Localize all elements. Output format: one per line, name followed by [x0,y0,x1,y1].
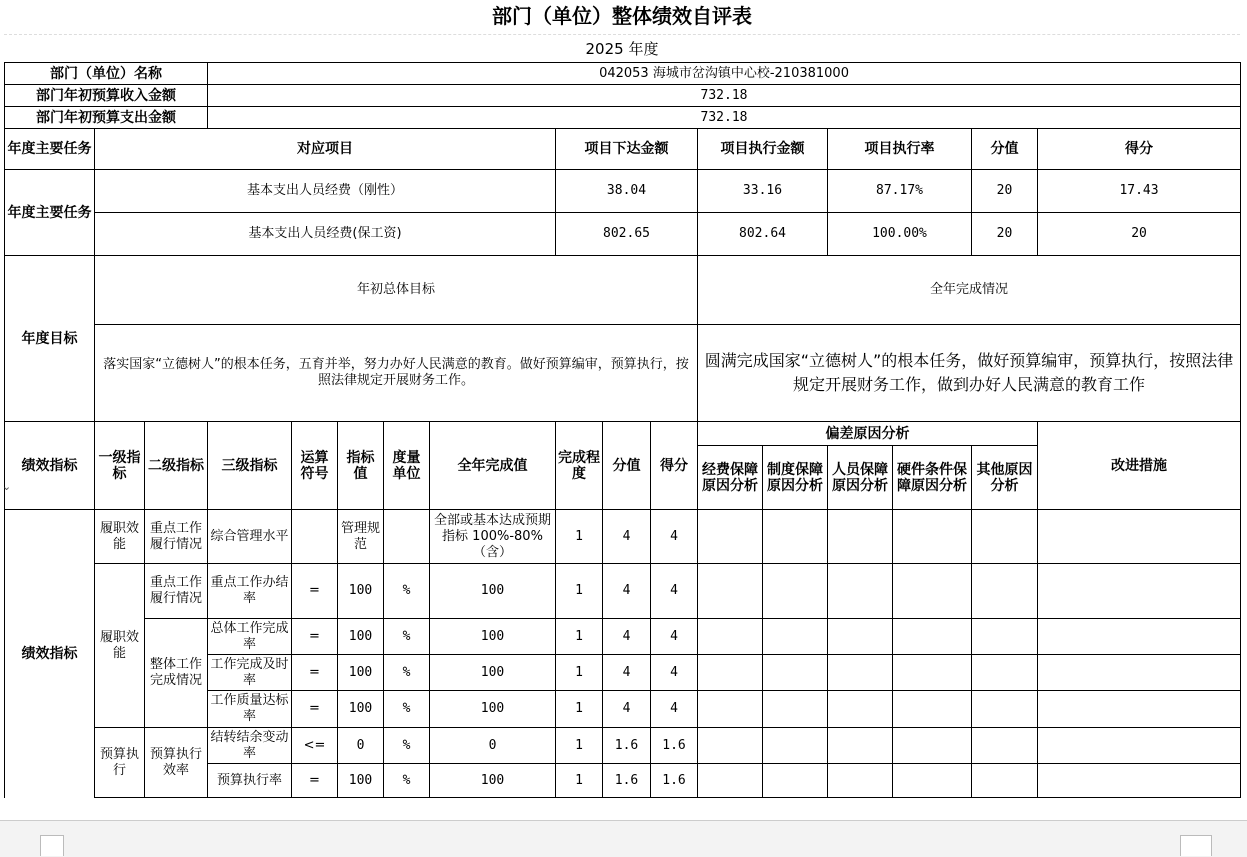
ind-dev-cell[interactable] [893,764,972,798]
ind-got[interactable]: 4 [651,510,698,564]
ind-dev-cell[interactable] [972,619,1038,655]
ind-degree[interactable]: 1 [556,564,603,619]
ind-operator[interactable]: = [292,764,338,798]
ind-actual[interactable]: 0 [430,728,556,764]
ind-operator[interactable] [292,510,338,564]
ind-improve-cell[interactable] [1038,764,1241,798]
header-dev-hardware: 硬件条件保障原因分析 [893,446,972,510]
ind-operator[interactable]: <= [292,728,338,764]
ind-score[interactable]: 1.6 [603,764,651,798]
indicator-header-label: 绩效指标 [5,422,95,510]
header-dev-funding: 经费保障原因分析 [698,446,763,510]
ind-dev-cell[interactable] [828,728,893,764]
ind-dev-cell[interactable] [893,691,972,728]
header-improve: 改进措施 [1038,422,1241,510]
ind-dev-cell[interactable] [972,510,1038,564]
dept-name-label: 部门（单位）名称 [5,63,208,85]
ind-dev-cell[interactable] [972,691,1038,728]
task-header-rate: 项目执行率 [828,129,972,170]
ind-unit[interactable]: % [384,619,430,655]
ind-dev-cell[interactable] [893,728,972,764]
ind-level3[interactable]: 工作质量达标率 [208,691,292,728]
header-dev-system: 制度保障原因分析 [763,446,828,510]
header-score: 分值 [603,422,651,510]
ind-improve-cell[interactable] [1038,619,1241,655]
task-header-label: 年度主要任务 [5,129,95,170]
ind-actual[interactable]: 100 [430,764,556,798]
ind-dev-cell[interactable] [893,619,972,655]
task-header-executed: 项目执行金额 [698,129,828,170]
task-row-project[interactable]: 基本支出人员经费(保工资) [95,213,556,256]
ind-level2[interactable]: 重点工作履行情况 [145,564,208,619]
ind-actual[interactable]: 100 [430,619,556,655]
page-tab-left[interactable] [40,835,64,856]
sheet-title: 部门（单位）整体绩效自评表 [492,4,752,28]
ind-dev-cell[interactable] [828,564,893,619]
income-label: 部门年初预算收入金额 [5,85,208,107]
header-unit: 度量单位 [384,422,430,510]
ind-dev-cell[interactable] [698,655,763,691]
ind-dev-cell[interactable] [828,655,893,691]
ind-dev-cell[interactable] [972,564,1038,619]
ind-operator[interactable]: = [292,619,338,655]
ind-dev-cell[interactable] [698,764,763,798]
ind-value[interactable]: 管理规范 [338,510,384,564]
header-got: 得分 [651,422,698,510]
ind-value[interactable]: 100 [338,764,384,798]
sheet-year: 2025 年度 [4,34,1240,63]
ind-degree[interactable]: 1 [556,655,603,691]
header-deviation: 偏差原因分析 [698,422,1038,446]
ind-dev-cell[interactable] [698,728,763,764]
goals-completion-text[interactable]: 圆满完成国家“立德树人”的根本任务，做好预算编审，预算执行，按照法律规定开展财务工作，做到办好人民满意的教育工作 [698,325,1241,422]
ind-got[interactable]: 1.6 [651,764,698,798]
task-row-issued[interactable]: 38.04 [556,170,698,213]
expense-label: 部门年初预算支出金额 [5,107,208,129]
ind-improve-cell[interactable] [1038,728,1241,764]
ind-dev-cell[interactable] [698,564,763,619]
ind-level3[interactable]: 工作完成及时率 [208,655,292,691]
ind-value[interactable]: 100 [338,564,384,619]
header-operator: 运算符号 [292,422,338,510]
goals-completion-header: 全年完成情况 [698,256,1241,325]
header-dev-other: 其他原因分析 [972,446,1038,510]
ind-score[interactable]: 4 [603,510,651,564]
task-row-issued[interactable]: 802.65 [556,213,698,256]
task-row-project[interactable]: 基本支出人员经费（刚性） [95,170,556,213]
ind-got[interactable]: 1.6 [651,728,698,764]
task-header-project: 对应项目 [95,129,556,170]
ind-dev-cell[interactable] [763,655,828,691]
ind-dev-cell[interactable] [893,564,972,619]
ind-dev-cell[interactable] [893,510,972,564]
ind-value[interactable]: 100 [338,691,384,728]
header-dev-staff: 人员保障原因分析 [828,446,893,510]
ind-unit[interactable]: % [384,564,430,619]
ind-dev-cell[interactable] [972,764,1038,798]
ind-dev-cell[interactable] [763,510,828,564]
ind-score[interactable]: 4 [603,691,651,728]
task-row-rate[interactable]: 100.00% [828,213,972,256]
ind-unit[interactable]: % [384,691,430,728]
ind-dev-cell[interactable] [698,619,763,655]
ind-score[interactable]: 1.6 [603,728,651,764]
task-header-got: 得分 [1038,129,1241,170]
task-header-score: 分值 [972,129,1038,170]
ind-dev-cell[interactable] [893,655,972,691]
header-level1: 一级指标 [95,422,145,510]
ind-degree[interactable]: 1 [556,764,603,798]
ind-improve-cell[interactable] [1038,510,1241,564]
ind-unit[interactable] [384,510,430,564]
task-row-rate[interactable]: 87.17% [828,170,972,213]
ind-improve-cell[interactable] [1038,564,1241,619]
ind-dev-cell[interactable] [763,691,828,728]
ind-operator[interactable]: = [292,655,338,691]
ind-level3[interactable]: 综合管理水平 [208,510,292,564]
ind-got[interactable]: 4 [651,564,698,619]
ind-got[interactable]: 4 [651,691,698,728]
ind-dev-cell[interactable] [763,764,828,798]
ind-value[interactable]: 0 [338,728,384,764]
ind-dev-cell[interactable] [763,619,828,655]
ind-dev-cell[interactable] [698,510,763,564]
ind-degree[interactable]: 1 [556,619,603,655]
ind-dev-cell[interactable] [763,564,828,619]
ind-level2[interactable]: 整体工作完成情况 [145,619,208,728]
header-level2: 二级指标 [145,422,208,510]
ind-level2[interactable]: 重点工作履行情况 [145,510,208,564]
ind-level3[interactable]: 重点工作办结率 [208,564,292,619]
chevron-down-icon[interactable]: ⌄ [2,480,12,493]
ind-level2[interactable]: 预算执行效率 [145,728,208,798]
ind-dev-cell[interactable] [763,728,828,764]
ind-unit[interactable]: % [384,728,430,764]
ind-operator[interactable]: = [292,564,338,619]
ind-operator[interactable]: = [292,691,338,728]
ind-dev-cell[interactable] [972,728,1038,764]
header-actual: 全年完成值 [430,422,556,510]
indicator-section-label: 绩效指标 [5,510,95,798]
ind-dev-cell[interactable] [828,764,893,798]
ind-level1[interactable]: 预算执行 [95,728,145,798]
ind-actual[interactable]: 全部或基本达成预期指标 100%-80%（含） [430,510,556,564]
ind-actual[interactable]: 100 [430,691,556,728]
ind-score[interactable]: 4 [603,619,651,655]
header-value: 指标值 [338,422,384,510]
page-footer [0,820,1247,857]
ind-dev-cell[interactable] [828,619,893,655]
ind-value[interactable]: 100 [338,619,384,655]
goals-initial-text[interactable]: 落实国家“立德树人”的根本任务，五育并举，努力办好人民满意的教育。做好预算编审，预算执行，按照法律规定开展财务工作。 [95,325,698,422]
page-tab-right[interactable] [1180,835,1212,856]
ind-actual[interactable]: 100 [430,564,556,619]
income-value[interactable]: 732.18 [208,85,1241,107]
task-row-executed[interactable]: 802.64 [698,213,828,256]
ind-unit[interactable]: % [384,764,430,798]
ind-level3[interactable]: 结转结余变动率 [208,728,292,764]
ind-unit[interactable]: % [384,655,430,691]
ind-dev-cell[interactable] [698,691,763,728]
task-rows-label: 年度主要任务 [5,170,95,256]
ind-level1[interactable]: 履职效能 [95,564,145,728]
ind-score[interactable]: 4 [603,564,651,619]
ind-score[interactable]: 4 [603,655,651,691]
ind-got[interactable]: 4 [651,619,698,655]
ind-got[interactable]: 4 [651,655,698,691]
goals-label: 年度目标 [5,256,95,422]
ind-improve-cell[interactable] [1038,655,1241,691]
task-row-got[interactable]: 20 [1038,213,1241,256]
task-header-issued: 项目下达金额 [556,129,698,170]
ind-degree[interactable]: 1 [556,728,603,764]
ind-degree[interactable]: 1 [556,691,603,728]
ind-dev-cell[interactable] [828,691,893,728]
ind-actual[interactable]: 100 [430,655,556,691]
ind-value[interactable]: 100 [338,655,384,691]
task-row-score[interactable]: 20 [972,170,1038,213]
task-row-score[interactable]: 20 [972,213,1038,256]
ind-degree[interactable]: 1 [556,510,603,564]
header-level3: 三级指标 [208,422,292,510]
ind-level3[interactable]: 总体工作完成率 [208,619,292,655]
ind-dev-cell[interactable] [828,510,893,564]
expense-value[interactable]: 732.18 [208,107,1241,129]
ind-improve-cell[interactable] [1038,691,1241,728]
task-row-executed[interactable]: 33.16 [698,170,828,213]
header-degree: 完成程度 [556,422,603,510]
task-row-got[interactable]: 17.43 [1038,170,1241,213]
ind-dev-cell[interactable] [972,655,1038,691]
ind-level1[interactable]: 履职效能 [95,510,145,564]
dept-name-value[interactable]: 042053 海城市岔沟镇中心校-210381000 [208,63,1241,85]
ind-level3[interactable]: 预算执行率 [208,764,292,798]
self-evaluation-table [4,62,1241,798]
goals-initial-header: 年初总体目标 [95,256,698,325]
